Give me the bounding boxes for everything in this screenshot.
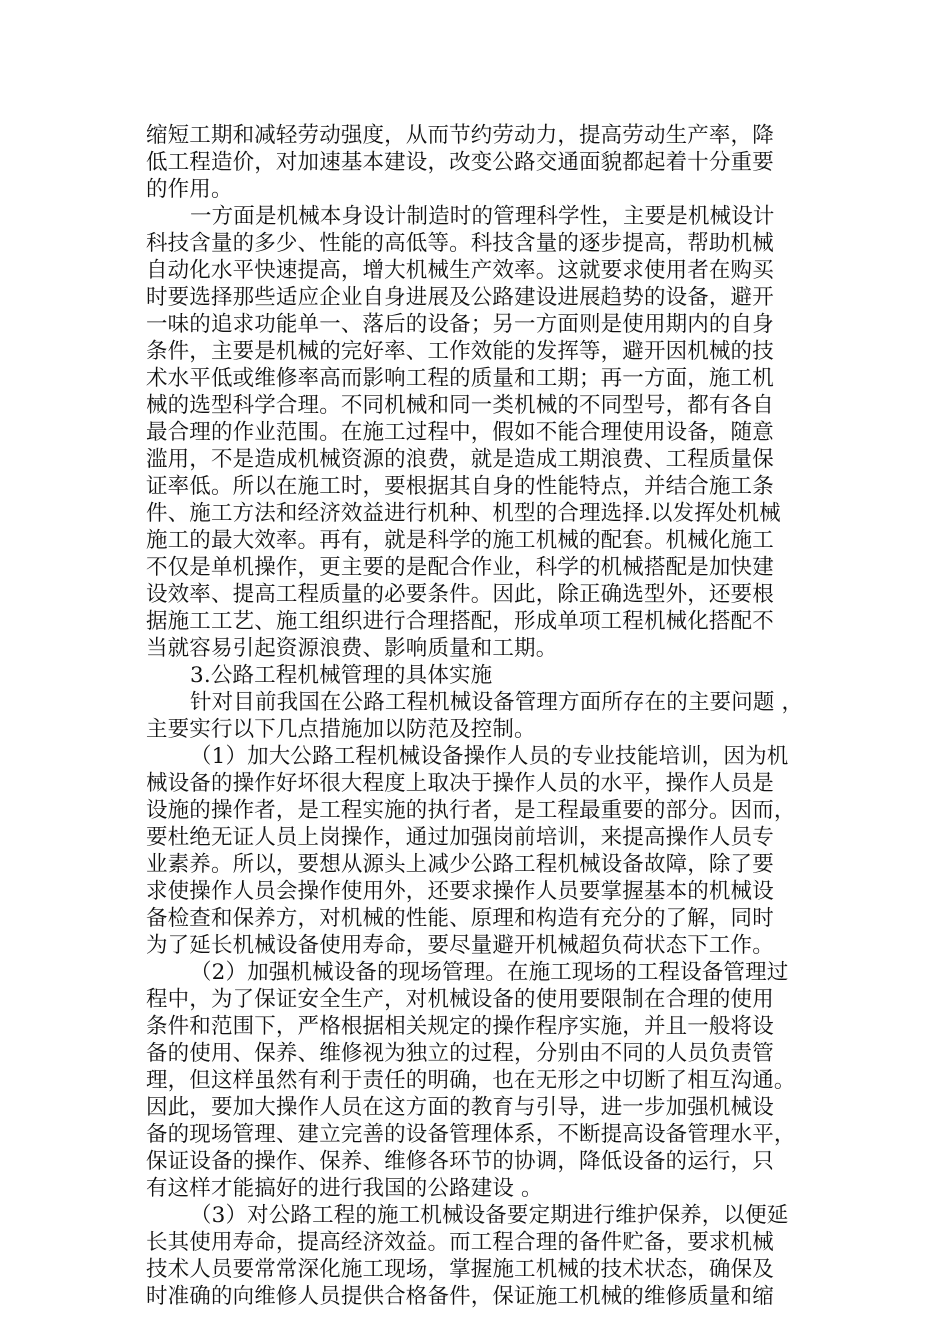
text-line: 械设备的操作好坏很大程度上取决于操作人员的水平，操作人员是 — [146, 771, 774, 796]
text-line: 械的选型科学合理。不同机械和同一类机械的不同型号，都有各自 — [146, 393, 774, 418]
section-heading-text: 3.公路工程机械管理的具体实施 — [190, 663, 493, 688]
text-line: 术水平低或维修率高而影响工程的质量和工期；再一方面，施工机 — [146, 366, 774, 391]
text-line: 理，但这样虽然有利于责任的明确，也在无形之中切断了相互沟通。 — [146, 1068, 796, 1093]
text-line: 一味的追求功能单一、落后的设备；另一方面则是使用期内的自身 — [146, 312, 774, 337]
text-line: 施工的最大效率。再有，就是科学的施工机械的配套。机械化施工 — [146, 528, 774, 553]
text-line: 业素养。所以，要想从源头上减少公路工程机械设备故障，除了要 — [146, 852, 774, 877]
text-line: 时要选择那些适应企业自身进展及公路建设进展趋势的设备，避开 — [146, 285, 774, 310]
text-line: 低工程造价，对加速基本建设，改变公路交通面貌都起着十分重要 — [146, 150, 774, 175]
text-line: 设效率、提高工程质量的必要条件。因此，除正确选型外，还要根 — [146, 582, 774, 607]
text-line: 为了延长机械设备使用寿命，要尽量避开机械超负荷状态下工作。 — [146, 933, 774, 958]
text-line: 自动化水平快速提高，增大机械生产效率。这就要求使用者在购买 — [146, 258, 774, 283]
text-line: 最合理的作业范围。在施工过程中，假如不能合理使用设备，随意 — [146, 420, 774, 445]
text-line: 求使操作人员会操作使用外，还要求操作人员要掌握基本的机械设 — [146, 879, 774, 904]
text-line: 备检查和保养方，对机械的性能、原理和构造有充分的了解，同时 — [146, 906, 774, 931]
paragraph-intro-measures — [146, 689, 806, 743]
text-line: 设施的操作者，是工程实施的执行者，是工程最重要的部分。因而， — [146, 798, 796, 823]
text-line: 条件和范围下，严格根据相关规定的操作程序实施，并且一般将设 — [146, 1014, 774, 1039]
text-line: 滥用，不是造成机械资源的浪费，就是造成工期浪费、工程质量保 — [146, 447, 774, 472]
paragraph-measure-3 — [146, 1202, 806, 1310]
text-line: 保证设备的操作、保养、维修各环节的协调，降低设备的运行，只 — [146, 1149, 774, 1174]
paragraph-continuation — [146, 122, 806, 203]
paragraph-measure-2 — [146, 959, 806, 1202]
paragraph-measure-1 — [146, 743, 806, 959]
text-line: 长其使用寿命，提高经济效益。而工程合理的备件贮备，要求机械 — [146, 1230, 774, 1255]
text-line: 针对目前我国在公路工程机械设备管理方面所存在的主要问题 ， — [190, 690, 804, 715]
text-line: （2）加强机械设备的现场管理。在施工现场的工程设备管理过 — [190, 960, 789, 985]
text-line: 主要实行以下几点措施加以防范及控制。 — [146, 717, 536, 742]
text-line: 不仅是单机操作，更主要的是配合作业，科学的机械搭配是加快建 — [146, 555, 774, 580]
text-line: 科技含量的多少、性能的高低等。科技含量的逐步提高，帮助机械 — [146, 231, 774, 256]
text-line: （3）对公路工程的施工机械设备要定期进行维护保养，以便延 — [190, 1203, 789, 1228]
text-line: 条件，主要是机械的完好率、工作效能的发挥等，避开因机械的技 — [146, 339, 774, 364]
text-line: 要杜绝无证人员上岗操作，通过加强岗前培训，来提高操作人员专 — [146, 825, 774, 850]
text-line: 缩短工期和减轻劳动强度，从而节约劳动力，提高劳动生产率，降 — [146, 123, 774, 148]
text-line: 程中，为了保证安全生产，对机械设备的使用要限制在合理的使用 — [146, 987, 774, 1012]
text-line: 当就容易引起资源浪费、影响质量和工期。 — [146, 636, 558, 661]
text-line: 因此，要加大操作人员在这方面的教育与引导，进一步加强机械设 — [146, 1095, 774, 1120]
text-line: 据施工工艺、施工组织进行合理搭配，形成单项工程机械化搭配不 — [146, 609, 774, 634]
paragraph-machine-management — [146, 203, 806, 662]
text-line: 件、施工方法和经济效益进行机种、机型的合理选择.以发挥处机械 — [146, 501, 781, 526]
text-line: 证率低。所以在施工时，要根据其自身的性能特点，并结合施工条 — [146, 474, 774, 499]
text-line: 时准确的向维修人员提供合格备件，保证施工机械的维修质量和缩 — [146, 1284, 774, 1309]
text-line: 技术人员要常常深化施工现场，掌握施工机械的技术状态，确保及 — [146, 1257, 774, 1282]
text-line: 有这样才能搞好的进行我国的公路建设 。 — [146, 1176, 543, 1201]
text-line: 备的现场管理、建立完善的设备管理体系，不断提高设备管理水平， — [146, 1122, 796, 1147]
text-line: 的作用。 — [146, 177, 233, 202]
text-line: （1）加大公路工程机械设备操作人员的专业技能培训，因为机 — [190, 744, 789, 769]
text-line: 一方面是机械本身设计制造时的管理科学性，主要是机械设计 — [190, 204, 775, 229]
section-heading — [146, 662, 806, 689]
text-line: 备的使用、保养、维修视为独立的过程，分别由不同的人员负责管 — [146, 1041, 774, 1066]
document-page — [146, 122, 806, 1310]
